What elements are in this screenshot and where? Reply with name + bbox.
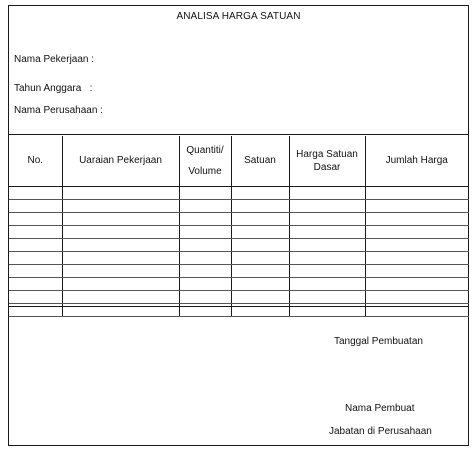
table-cell <box>231 252 289 265</box>
company-position-label: Jabatan di Perusahaan <box>329 426 432 437</box>
table-row <box>9 200 468 213</box>
table-cell <box>9 278 62 291</box>
table-cell <box>9 265 62 278</box>
table-cell <box>365 278 468 291</box>
column-header-base-price-line1: Harga Satuan <box>296 148 358 160</box>
table-cell <box>179 200 231 213</box>
table-cell <box>231 265 289 278</box>
price-analysis-table-area <box>9 136 468 306</box>
table-cell <box>179 252 231 265</box>
budget-year-label: Tahun Anggara : <box>14 83 93 94</box>
table-cell <box>365 213 468 226</box>
analysis-form <box>8 5 469 446</box>
table-cell <box>179 226 231 239</box>
column-header-unit: Satuan <box>231 136 289 187</box>
table-row <box>9 265 468 278</box>
table-cell <box>289 200 365 213</box>
table-cell <box>179 278 231 291</box>
table-cell <box>62 278 179 291</box>
table-cell <box>9 291 62 304</box>
table-cell <box>62 200 179 213</box>
table-cell <box>231 278 289 291</box>
table-row <box>9 291 468 304</box>
table-row <box>9 252 468 265</box>
table-cell <box>62 226 179 239</box>
table-cell <box>365 187 468 200</box>
table-cell <box>289 291 365 304</box>
table-cell <box>62 252 179 265</box>
table-cell <box>289 278 365 291</box>
table-cell <box>231 187 289 200</box>
table-row <box>9 278 468 291</box>
column-header-quantity-line1: Quantiti/ <box>186 144 224 156</box>
table-cell <box>179 239 231 252</box>
table-cell <box>179 265 231 278</box>
price-analysis-table <box>9 136 469 317</box>
table-cell <box>365 252 468 265</box>
table-cell <box>231 291 289 304</box>
table-cell <box>62 187 179 200</box>
table-cell <box>365 239 468 252</box>
table-cell <box>231 239 289 252</box>
project-name-label: Nama Pekerjaan : <box>14 54 95 65</box>
table-cell <box>289 265 365 278</box>
table-row <box>9 239 468 252</box>
table-row <box>9 187 468 200</box>
header-divider <box>9 134 468 135</box>
table-cell <box>9 213 62 226</box>
table-cell <box>62 265 179 278</box>
table-cell <box>289 226 365 239</box>
column-header-base-price <box>289 136 365 187</box>
column-header-base-price-line2: Dasar <box>313 162 341 173</box>
table-cell <box>9 226 62 239</box>
table-cell <box>231 200 289 213</box>
column-header-quantity-line2: Volume <box>188 166 222 177</box>
table-header-row <box>9 136 468 187</box>
table-row <box>9 226 468 239</box>
table-cell <box>9 252 62 265</box>
table-cell <box>231 226 289 239</box>
table-body <box>9 187 468 317</box>
table-cell <box>179 213 231 226</box>
table-cell <box>365 291 468 304</box>
form-title: ANALISA HARGA SATUAN <box>176 11 301 22</box>
table-bottom-divider <box>9 306 468 307</box>
company-name-label: Nama Perusahaan : <box>14 105 103 116</box>
table-cell <box>179 187 231 200</box>
table-cell <box>289 187 365 200</box>
table-cell <box>9 187 62 200</box>
table-cell <box>365 265 468 278</box>
table-cell <box>179 291 231 304</box>
table-row <box>9 213 468 226</box>
table-cell <box>9 239 62 252</box>
table-cell <box>365 226 468 239</box>
table-cell <box>231 213 289 226</box>
column-header-no: No. <box>9 136 62 187</box>
column-header-description: Uaraian Pekerjaan <box>62 136 179 187</box>
table-cell <box>9 200 62 213</box>
table-cell <box>365 200 468 213</box>
table-cell <box>62 213 179 226</box>
creator-name-label: Nama Pembuat <box>345 403 415 414</box>
creation-date-label: Tanggal Pembuatan <box>334 336 423 347</box>
column-header-quantity <box>179 136 231 187</box>
table-cell <box>289 252 365 265</box>
table-cell <box>62 291 179 304</box>
table-cell <box>289 213 365 226</box>
column-header-total: Jumlah Harga <box>365 136 468 187</box>
table-cell <box>289 239 365 252</box>
table-cell <box>62 239 179 252</box>
